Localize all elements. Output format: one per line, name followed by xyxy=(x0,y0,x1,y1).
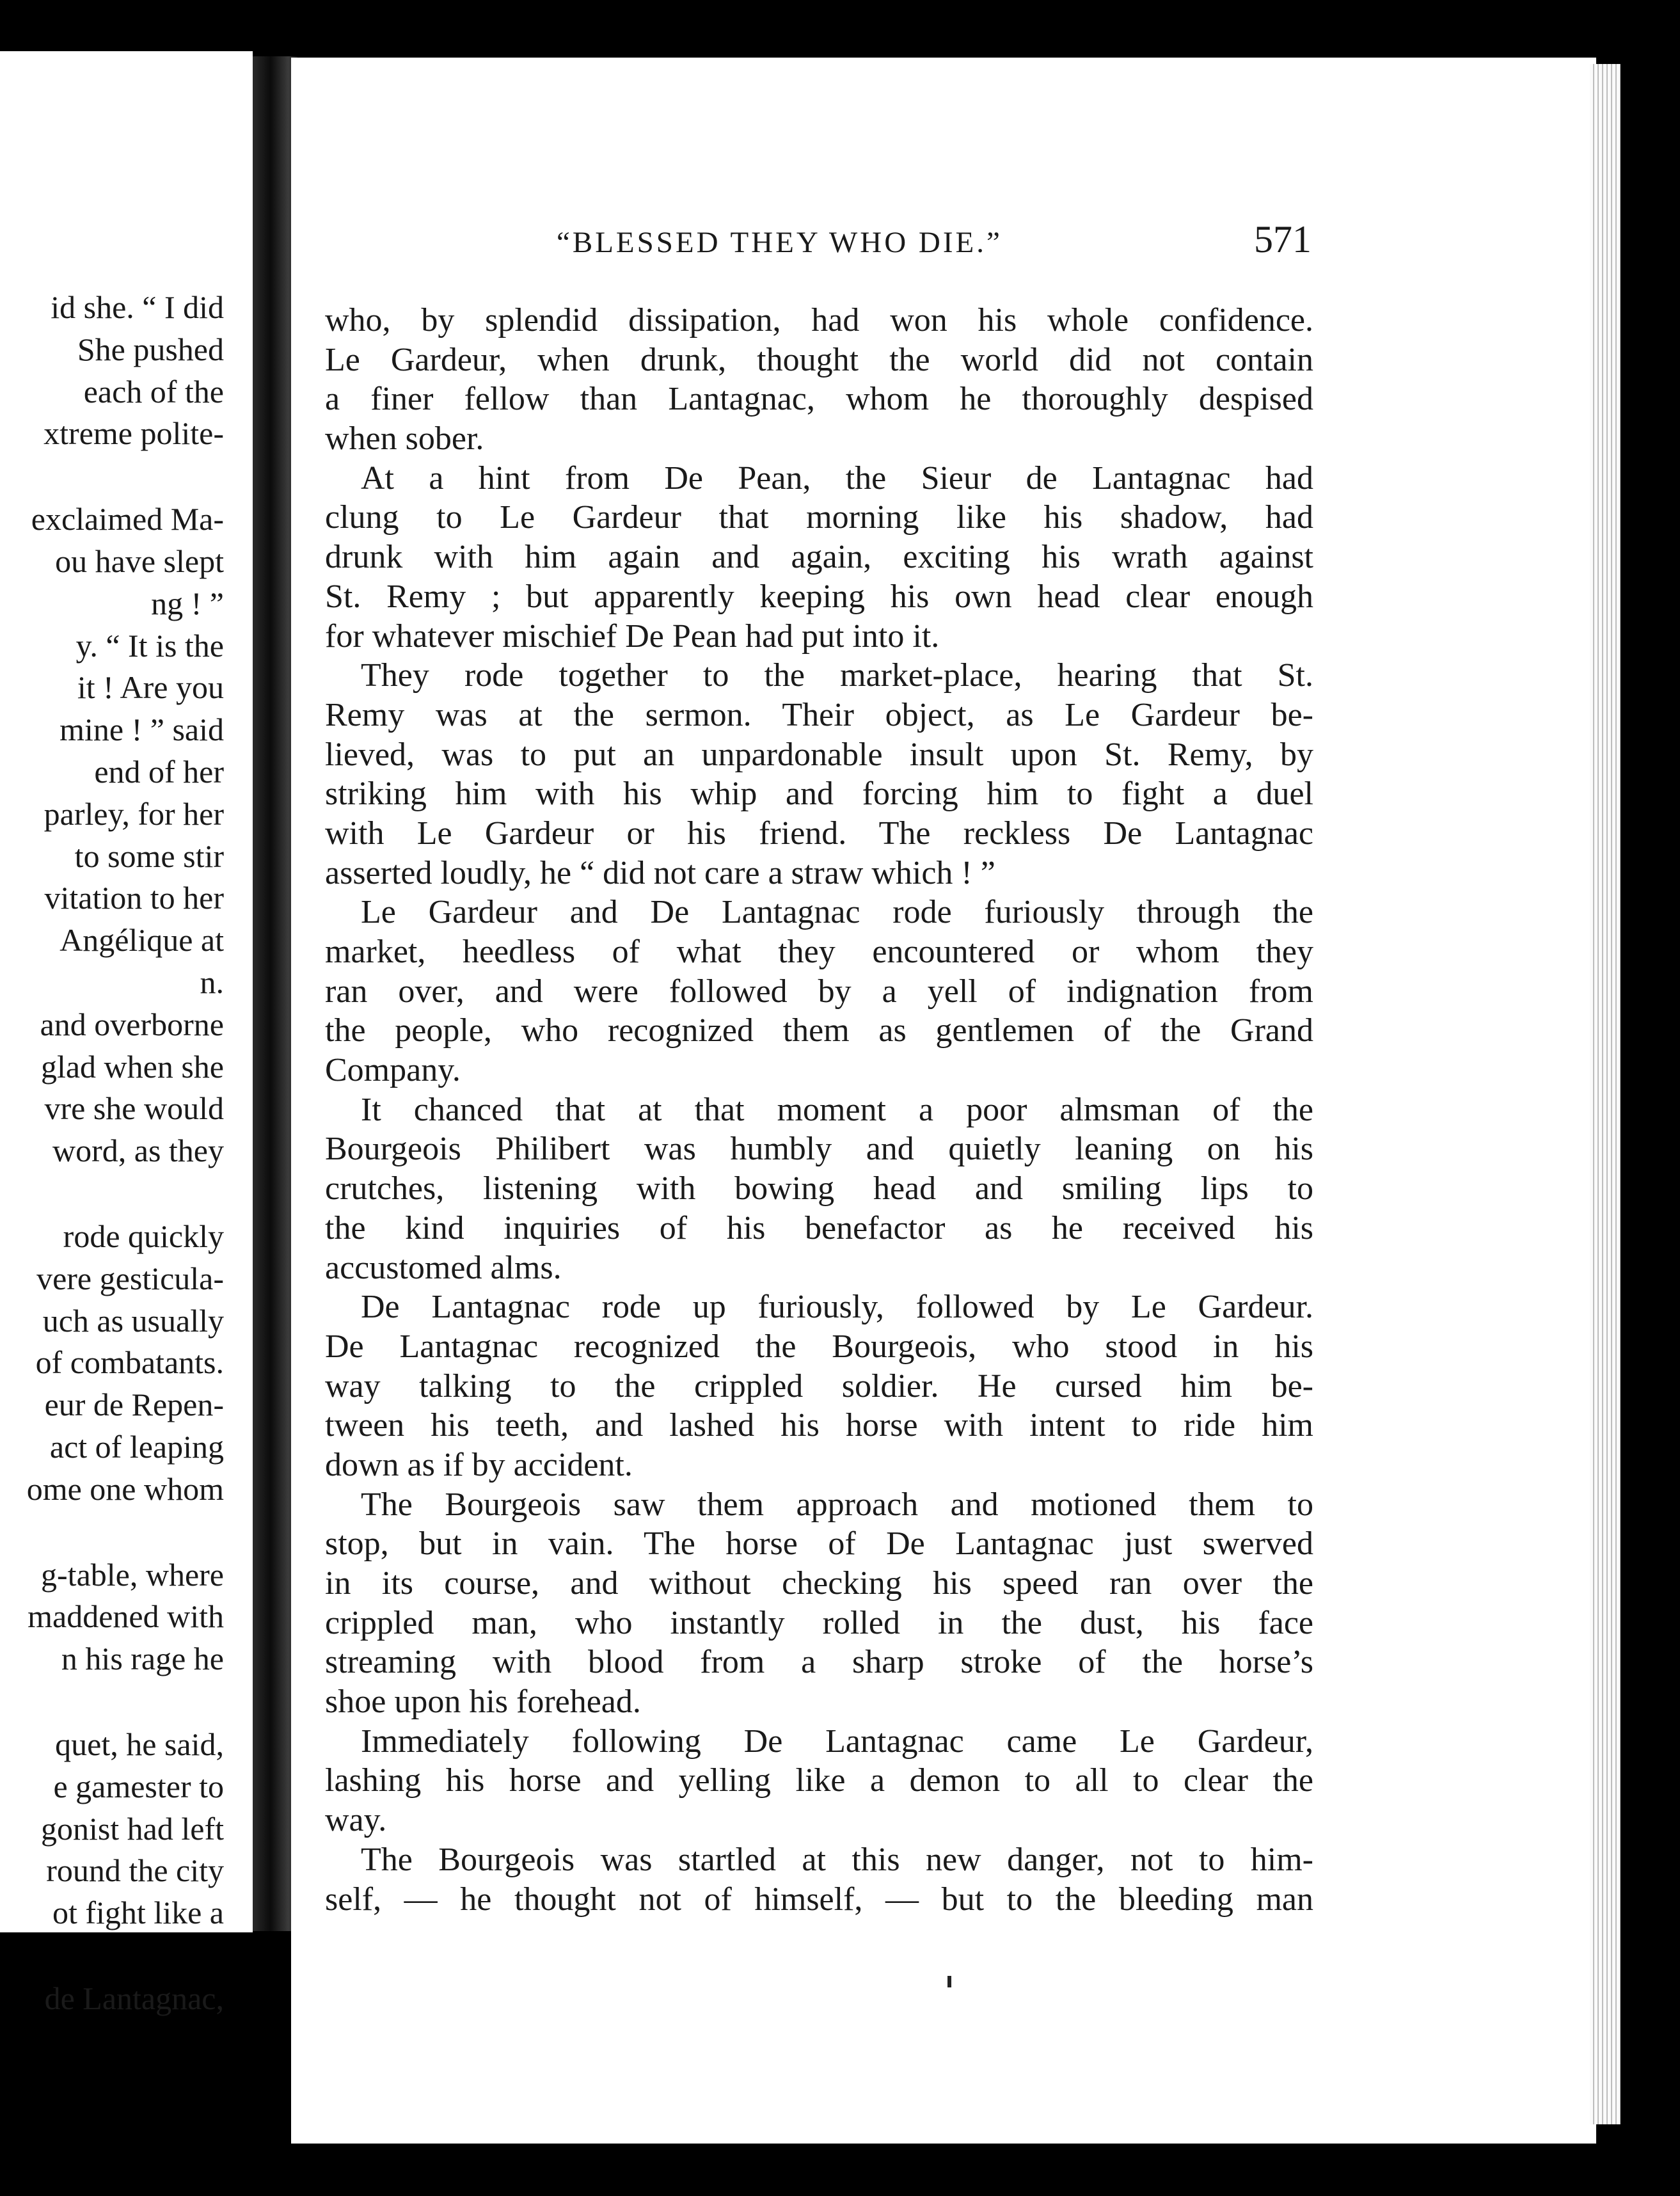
left-page-line: uch as usually xyxy=(42,1302,224,1339)
text-line: striking him with his whip and forcing him to fight a duel xyxy=(325,776,1313,813)
left-page-line: n. xyxy=(200,964,224,1000)
text-line: The Bourgeois was startled at this new danger, not to him- xyxy=(361,1841,1313,1878)
left-page-line: each of the xyxy=(83,373,224,410)
text-line: stop, but in vain. The horse of De Lantagnac just swerved xyxy=(325,1525,1313,1563)
left-page-text xyxy=(0,287,224,2020)
left-page-line xyxy=(0,1934,224,1978)
text-line: who, by splendid dissipation, had won his whole confidence. xyxy=(325,302,1313,338)
text-line: Bourgeois Philibert was humbly and quietly leaning on his xyxy=(325,1131,1313,1168)
text-line: streaming with blood from a sharp stroke of the horse’s xyxy=(325,1644,1313,1681)
text-line: De Lantagnac recognized the Bourgeois, who stood in his xyxy=(325,1328,1313,1365)
left-page-line: e gamester to xyxy=(53,1768,224,1804)
text-line: when sober. xyxy=(325,420,484,458)
left-page-line: glad when she xyxy=(40,1048,224,1085)
text-line: lashing his horse and yelling like a demon to all to clear the xyxy=(325,1762,1313,1799)
text-line: Le Gardeur, when drunk, thought the world did not contain xyxy=(325,341,1313,378)
text-line: Company. xyxy=(325,1052,461,1089)
left-page-line: word, as they xyxy=(52,1133,224,1169)
text-line: De Lantagnac rode up furiously, followed by Le Gardeur. xyxy=(361,1289,1313,1326)
left-page-line: end of her xyxy=(94,753,224,790)
text-line: clung to Le Gardeur that morning like his shadow, had xyxy=(325,499,1313,536)
left-page-line: ng ! ” xyxy=(151,585,224,621)
left-page-line: eur de Repen- xyxy=(44,1387,224,1423)
left-page-line: g-table, where xyxy=(41,1556,224,1593)
text-line: The Bourgeois saw them approach and motioned them to xyxy=(361,1486,1313,1523)
left-page-line: de Lantagnac, xyxy=(44,1980,224,2016)
left-page-line xyxy=(0,1680,224,1724)
printer-mark xyxy=(947,1976,951,1987)
text-line: self, — he thought not of himself, — but to the bleeding man xyxy=(325,1881,1313,1918)
left-page-line xyxy=(0,1172,224,1216)
running-head: “BLESSED THEY WHO DIE.” xyxy=(557,226,1002,259)
left-page-line: Angélique at xyxy=(59,922,224,959)
text-line: way. xyxy=(325,1802,387,1839)
left-page-line: vre she would xyxy=(44,1090,224,1127)
text-line: At a hint from De Pean, the Sieur de Lantagnac had xyxy=(361,459,1313,497)
left-page-line: act of leaping xyxy=(49,1428,224,1465)
left-page-line: it ! Are you xyxy=(77,669,224,706)
text-line: It chanced that at that moment a poor almsman of the xyxy=(361,1091,1313,1128)
left-page-line: maddened with xyxy=(28,1598,224,1635)
left-page-line: quet, he said, xyxy=(55,1726,224,1762)
text-line: crutches, listening with bowing head and smiling lips to xyxy=(325,1170,1313,1207)
text-line: accustomed alms. xyxy=(325,1249,562,1286)
left-page-line: She pushed xyxy=(77,331,224,367)
text-line: asserted loudly, he “ did not care a straw which ! ” xyxy=(325,854,995,891)
text-line: lieved, was to put an unpardonable insult upon St. Remy, by xyxy=(325,736,1313,773)
body-text xyxy=(325,301,1313,1919)
left-page-line: n his rage he xyxy=(61,1641,224,1677)
left-page-line xyxy=(0,455,224,498)
left-page-line: id she. “ I did xyxy=(51,289,224,325)
text-line: shoe upon his forehead. xyxy=(325,1683,641,1721)
text-line: the people, who recognized them as gentlemen of the Grand xyxy=(325,1012,1313,1049)
left-page-line: y. “ It is the xyxy=(75,627,224,664)
text-line: down as if by accident. xyxy=(325,1446,633,1483)
text-line: tween his teeth, and lashed his horse with intent to ride him xyxy=(325,1407,1313,1444)
text-line: St. Remy ; but apparently keeping his own head clear enough xyxy=(325,578,1313,615)
text-line: in its course, and without checking his speed ran over the xyxy=(325,1565,1313,1602)
left-page-line: ome one whom xyxy=(26,1470,224,1507)
left-page-line: ou have slept xyxy=(55,543,224,579)
left-page-line: mine ! ” said xyxy=(59,712,224,748)
text-line: Remy was at the sermon. Their object, as Le Gardeur be- xyxy=(325,696,1313,733)
left-page-line xyxy=(0,1511,224,1554)
text-line: with Le Gardeur or his friend. The reckless De Lantagnac xyxy=(325,815,1313,852)
text-line: crippled man, who instantly rolled in the dust, his face xyxy=(325,1604,1313,1641)
left-page-line: ot fight like a xyxy=(52,1895,224,1931)
text-line: way talking to the crippled soldier. He cursed him be- xyxy=(325,1367,1313,1404)
left-page-line: exclaimed Ma- xyxy=(31,501,224,537)
left-page-line: vere gesticula- xyxy=(36,1260,224,1296)
text-line: the kind inquiries of his benefactor as he received his xyxy=(325,1209,1313,1246)
text-line: for whatever mischief De Pean had put into it. xyxy=(325,617,940,655)
left-page-line: and overborne xyxy=(40,1006,224,1042)
left-page-line: to some stir xyxy=(74,838,224,874)
text-line: Le Gardeur and De Lantagnac rode furiously through the xyxy=(361,894,1313,931)
text-line: They rode together to the market-place, hearing that St. xyxy=(361,657,1313,694)
page-edges xyxy=(1590,64,1621,2124)
left-page-line: of combatants. xyxy=(35,1344,224,1381)
text-line: drunk with him again and again, exciting his wrath against xyxy=(325,539,1313,576)
left-page-line: rode quickly xyxy=(63,1218,224,1254)
left-page-line: vitation to her xyxy=(44,880,224,916)
left-page-line: gonist had left xyxy=(40,1810,224,1847)
text-line: market, heedless of what they encountered or whom they xyxy=(325,934,1313,970)
text-line: a finer fellow than Lantagnac, whom he thoroughly despised xyxy=(325,381,1313,418)
left-page-line: parley, for her xyxy=(44,795,224,832)
left-page-line: xtreme polite- xyxy=(44,415,224,452)
text-line: ran over, and were followed by a yell of indignation from xyxy=(325,973,1313,1010)
left-page-line: round the city xyxy=(46,1852,224,1889)
text-line: Immediately following De Lantagnac came Le Gardeur, xyxy=(361,1723,1313,1760)
page-number: 571 xyxy=(1254,218,1312,260)
left-page-fragment xyxy=(0,51,253,2016)
